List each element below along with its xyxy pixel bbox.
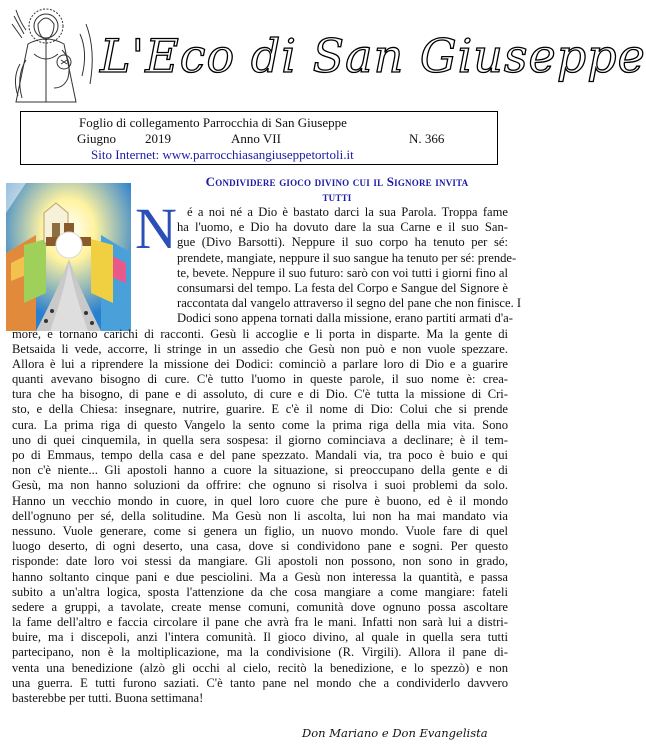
article-line: risponde: date loro voi stessi da mangiare. Gli apostoli non possono, non sono in grado, [12, 554, 508, 569]
headline-line-2: tutti [322, 189, 352, 204]
article-line: luogo deserto, di ogni deserto, una casa, dove si condividono pane e sogni. Per questo [12, 539, 508, 554]
article-line: Hanno un vecchio mondo in cuore, in quel loro cuore che pure è buono, ed è il mondo [12, 493, 508, 508]
article-line: venta una benedizione (alzò gli occhi al cielo, recitò la benedizione, e lo spezzò) e non [12, 660, 508, 675]
article-line: consumarsi del tempo. La festa del Corpo e Sangue del Signore è [177, 280, 508, 295]
issue-year: 2019 [145, 131, 171, 146]
signature: Don Mariano e Don Evangelista [302, 726, 488, 740]
saint-joseph-illustration [6, 4, 98, 104]
article-line: partecipano, non è la moltiplicazione, ma la condivisione (R. Virgili). Allora il pane di- [12, 645, 508, 660]
article-line: po di Emmaus, tempo della casa e del pane spezzato. Mandali via, tra poco è buio e qui [12, 448, 508, 462]
issue-month: Giugno [77, 131, 116, 146]
article-line: raccontata dal vangelo attraverso il segno del pane che non finisce. I [177, 296, 522, 311]
article-line: ha l'uomo, e Dio ha dovuto dare la sua Carne e il suo San- [177, 220, 508, 235]
article-line: uno di quei cinquemila, in quella sera sospesa: il giorno cominciava a declinare; è il tem- [12, 432, 508, 447]
article-line: cura. La prima riga di questo Vangelo la sento come la prima riga della mia vita. Sono [12, 417, 508, 432]
issue-line [21, 131, 497, 147]
article-line: basterebbe per tutti. Buona settimana! [12, 691, 204, 705]
article-line: prendete, mangiate, neppure il suo sangue ha tenuto per sé: prende- [177, 250, 517, 265]
article-line: nessuno. Vuole generare, come si genera un figlio, un nuovo mondo. Vuole fare di quel [12, 523, 508, 538]
info-box [20, 111, 498, 165]
masthead-title: L'Eco di San Giuseppe [100, 29, 646, 83]
issue-number: N. 366 [409, 131, 445, 146]
article-line: Gesù, ma non hanno soluzioni da offrire: che ognuno si risolva i suoi problemi da solo. [12, 478, 508, 493]
article-line: sto, e della Chiesa: insegnare, nutrire, guarire. E c'è il nome di Dio: Colui che si prende [12, 402, 508, 417]
article-line: quanti avevano bisogno di cure. C'è tutto l'uomo in queste parole, il suo nome è: crea- [12, 372, 508, 387]
article-line: hanno soltanto cinque pani e due pesciolini. Ma a Gesù non interessa la quantità, e passa [12, 569, 508, 584]
article-line: more, e tornano carichi di racconti. Gesù li accoglie e li porta in disparte. Ma la gente di [12, 326, 508, 341]
website-link[interactable]: Sito Internet: www.parrocchiasangiuseppetortoli.it [91, 147, 354, 162]
article-line: Betsaida li vede, accorre, li stringe in un assedio che Gesù non può e non vuole spezzare. [12, 341, 508, 356]
article-body [12, 205, 522, 706]
article-line: una guerra. E tutti furono saziati. C'è tanto pane nel mondo che a condividerlo davvero [12, 675, 508, 690]
article-line: é a noi né a Dio è bastato darci la sua Parola. Troppa fame [187, 205, 508, 219]
article-line: la fame dell'altro e faccia circolare il pane che avrà fra le mani. Infatti non sarà lui a distri- [12, 615, 508, 630]
drop-cap: N [135, 196, 177, 261]
article-line: buire, ma i discepoli, anzi l'intera comunità. Il gioco divino, al quale in quella sera tutti [12, 630, 508, 645]
article-line: Allora è lui a riprendere la missione dei Dodici: cominciò a parlare loro di Dio e a guarire [12, 356, 508, 371]
article-line: tura che ha bisogno, di pane e di assoluto, di cure e di Dio. C'è tutta la missione di Cri- [12, 387, 508, 402]
article-line: dell'ognuno per sé, della solitudine. Ma Gesù non li ascolta, lui non ha mai mandato via [12, 508, 508, 523]
article-line: gue (Divo Barsotti). Neppure il suo corpo ha tenuto per sé: [177, 235, 508, 250]
article-line: non c'è niente... Gli apostoli hanno a cuore la situazione, si preoccupano della gente e di [12, 463, 508, 478]
article-line: Dodici sono appena tornati dalla missione, erano partiti armati d'a- [177, 311, 513, 326]
article-headline [168, 174, 506, 204]
issue-anno: Anno VII [231, 131, 281, 146]
article-line: sedere a gruppi, a tavolate, create mense comuni, comunità dove ognuno possa ascoltare [12, 599, 508, 614]
article-line: te, bevete. Neppure il suo futuro: sarò con voi tutti i giorni fino al [177, 265, 508, 280]
parish-subtitle: Foglio di collegamento Parrocchia di San Giuseppe [79, 115, 347, 130]
article-line: subito a un'altra logica, sposta l'attenzione da che cosa mangiare a come mangiare: fateli [12, 584, 508, 599]
headline-line-1: Condividere gioco divino cui il Signore invita [205, 174, 469, 189]
